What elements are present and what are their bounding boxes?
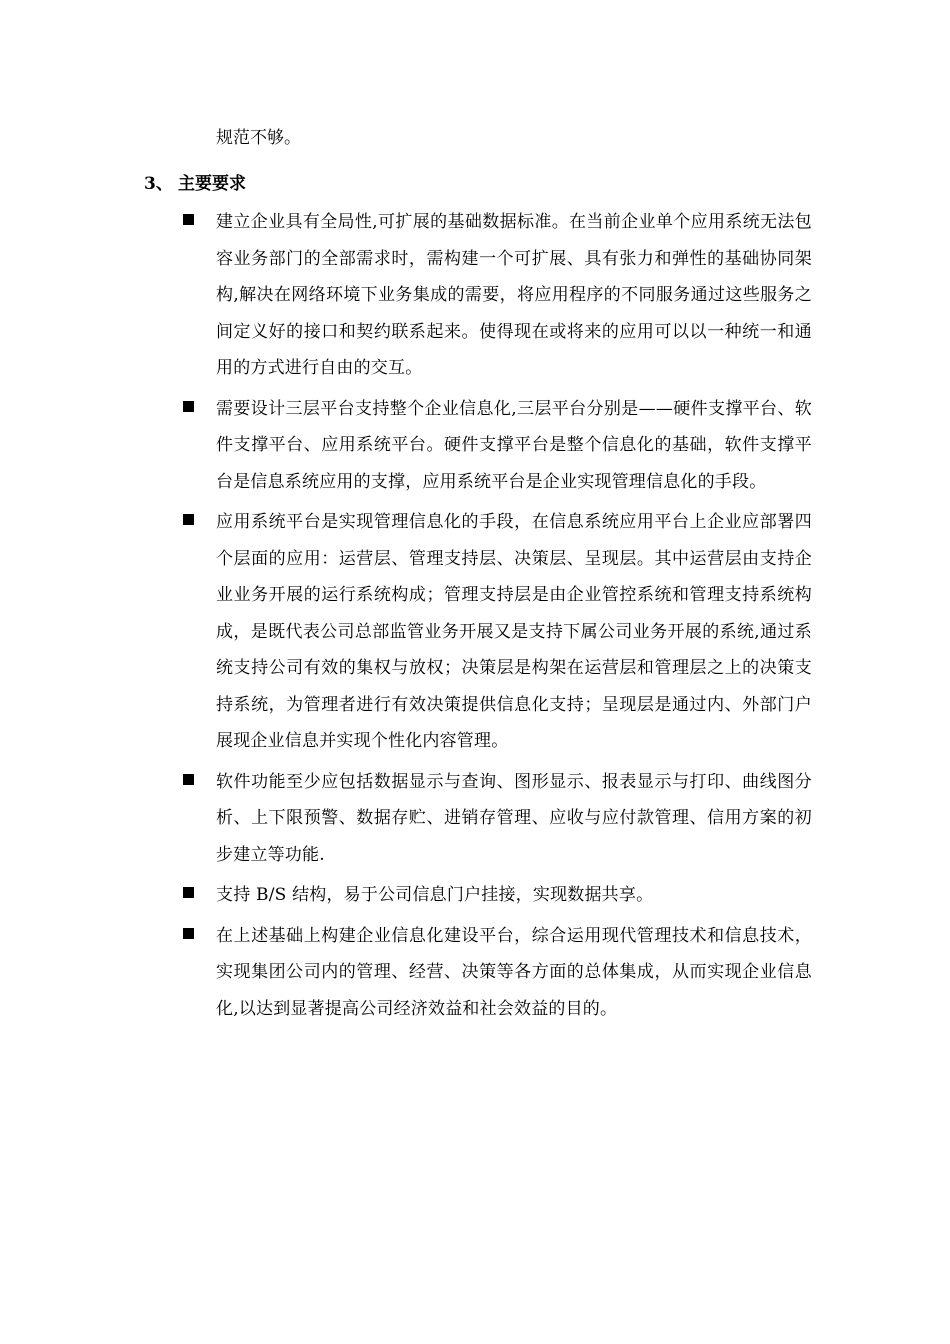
list-item <box>180 391 812 501</box>
list-item <box>180 877 812 914</box>
list-item <box>180 504 812 760</box>
continuation-text: 规范不够。 <box>216 128 301 148</box>
requirements-list <box>180 204 812 1031</box>
square-bullet-icon <box>183 514 194 525</box>
list-item-text: 在上述基础上构建企业信息化建设平台，综合运用现代管理技术和信息技术，实现集团公司内的管理、经营、决策等各方面的总体集成，从而实现企业信息化,以达到显著提高公司经济效益和社会效益的目的。 <box>216 925 812 1019</box>
square-bullet-icon <box>183 214 194 225</box>
square-bullet-icon <box>183 887 194 898</box>
list-item-text: 应用系统平台是实现管理信息化的手段，在信息系统应用平台上企业应部署四个层面的应用：运营层、管理支持层、决策层、呈现层。其中运营层由支持企业业务开展的运行系统构成；管理支持层是由企业管控系统和管理支持系统构成，是既代表公司总部监管业务开展又是支持下属公司业务开展的系统,通过系统支持公司有效的集权与放权；决策层是构架在运营层和管理层之上的决策支持系统，为管理者进行有效决策提供信息化支持；呈现层是通过内、外部门户展现企业信息并实现个性化内容管理。 <box>216 512 812 751</box>
square-bullet-icon <box>183 774 194 785</box>
list-item-text: 需要设计三层平台支持整个企业信息化,三层平台分别是——硬件支撑平台、软件支撑平台、应用系统平台。硬件支撑平台是整个信息化的基础，软件支撑平台是信息系统应用的支撑，应用系统平台是企业实现管理信息化的手段。 <box>216 398 812 492</box>
list-item <box>180 764 812 874</box>
list-item-text: 支持 B/S 结构，易于公司信息门户挂接，实现数据共享。 <box>216 885 654 905</box>
list-item-text: 建立企业具有全局性,可扩展的基础数据标准。在当前企业单个应用系统无法包容业务部门的全部需求时，需构建一个可扩展、具有张力和弹性的基础协同架构,解决在网络环境下业务集成的需要，将应用程序的不同服务通过这些服务之间定义好的接口和契约联系起来。使得现在或将来的应用可以以一种统一和通用的方式进行自由的交互。 <box>216 212 812 378</box>
section-number: 3、 <box>144 174 173 194</box>
list-item <box>180 918 812 1028</box>
section-heading <box>144 170 246 198</box>
square-bullet-icon <box>183 928 194 939</box>
list-item-text: 软件功能至少应包括数据显示与查询、图形显示、报表显示与打印、曲线图分析、上下限预警、数据存贮、进销存管理、应收与应付款管理、信用方案的初步建立等功能. <box>216 771 812 865</box>
section-title: 主要要求 <box>178 174 246 194</box>
square-bullet-icon <box>183 401 194 412</box>
list-item <box>180 204 812 387</box>
